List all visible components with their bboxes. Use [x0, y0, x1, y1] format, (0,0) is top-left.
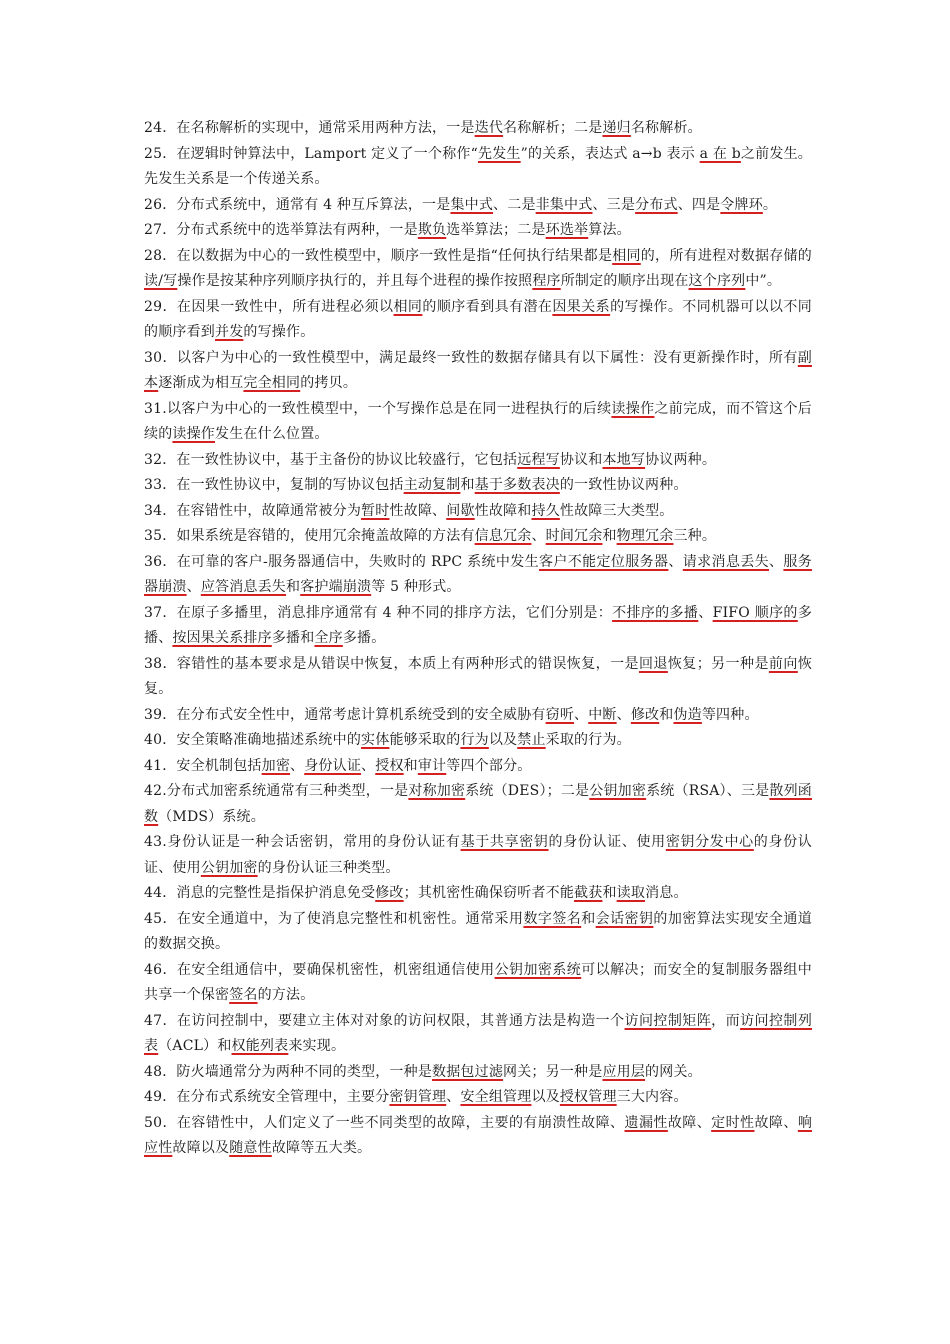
- answer-blank: 身份认证: [304, 757, 362, 774]
- question-text: 分布式系统中的选举算法有两种，一是: [176, 222, 418, 238]
- answer-blank: 公钥加密系统: [494, 961, 582, 978]
- answer-blank: 令牌环: [720, 196, 763, 213]
- question-text: 等四种。: [701, 706, 759, 723]
- question-text: 之前发生。先发生关系是一个传递关系。: [144, 145, 812, 187]
- question-text: 、: [186, 579, 201, 595]
- answer-blank: 不排序的多播: [612, 604, 699, 621]
- question-text: 和: [581, 910, 596, 927]
- question-number: 39．: [144, 706, 177, 723]
- question-text: 的加密算法实现安全通道的数据交换。: [144, 910, 813, 952]
- question-number: 37．: [144, 604, 177, 621]
- question-text: 防火墙通常分为两种不同的类型，一种是: [176, 1063, 433, 1080]
- answer-blank: 完全相同: [243, 375, 301, 391]
- answer-blank: 分布式: [635, 196, 678, 213]
- question-number: 34．: [144, 502, 177, 519]
- question-number: 49．: [144, 1089, 177, 1105]
- question-text: 的，所有进程对数据存储的: [640, 247, 812, 264]
- answer-blank: 欺负: [417, 222, 447, 238]
- question-text: 以客户为中心的一致性模型中，一个写操作总是在同一进程执行的后续: [166, 400, 612, 417]
- question-item: [144, 397, 812, 448]
- answer-blank: 全序: [314, 630, 343, 646]
- question-text: 算法。: [588, 222, 631, 238]
- answer-blank: 密钥分发中心: [665, 834, 754, 850]
- question-text: 多播。: [342, 630, 386, 646]
- answer-blank: 加密: [261, 757, 291, 774]
- question-number: 31.: [144, 400, 167, 417]
- answer-blank: 伪造: [673, 706, 702, 723]
- question-number: 35．: [144, 528, 177, 544]
- question-text: 在安全组通信中，要确保机密性，机密组通信使用: [176, 961, 495, 978]
- question-item: [144, 193, 812, 219]
- question-item: [144, 728, 812, 754]
- question-text: 和: [286, 579, 301, 595]
- answer-blank: 非集中式: [535, 196, 593, 213]
- question-number: 44．: [144, 885, 177, 901]
- question-text: 在名称解析的实现中，通常采用两种方法，一是: [176, 120, 475, 136]
- answer-blank: 远程写: [517, 451, 560, 468]
- question-text: 采取的行为。: [545, 732, 631, 748]
- question-text: 的写操作。: [243, 324, 315, 340]
- answer-blank: 响应性: [144, 1114, 813, 1156]
- question-text: 系统（RSA）、三是: [646, 783, 770, 799]
- question-text: 在以数据为中心的一致性模型中，顺序一致性是指“任何执行结果都是: [176, 247, 613, 264]
- question-text: 容错性的基本要求是从错误中恢复，本质上有两种形式的错误恢复，一是: [176, 655, 639, 672]
- question-number: 24．: [144, 120, 177, 136]
- question-text: 等 5 种形式。: [371, 579, 461, 595]
- question-text: ”的关系，表达式 a→b 表示: [520, 145, 700, 162]
- question-text: 三大内容。: [616, 1089, 688, 1105]
- question-item: [144, 1111, 812, 1162]
- answer-blank: 客户不能定位服务器: [539, 553, 669, 570]
- answer-blank: 公钥加密: [589, 783, 647, 799]
- answer-blank: 时间冗余: [545, 528, 603, 544]
- question-number: 25．: [144, 145, 177, 162]
- answer-blank: 授权管理: [559, 1089, 617, 1105]
- question-text: 故障等五大类。: [271, 1140, 372, 1156]
- question-number: 30．: [144, 349, 177, 366]
- answer-blank: 相同: [612, 247, 641, 264]
- question-text: 的一致性协议两种。: [559, 477, 688, 493]
- question-text: 多播、: [144, 604, 813, 646]
- question-text: 故障、: [754, 1114, 798, 1131]
- question-text: 的身份认证三种类型。: [257, 859, 400, 876]
- question-item: [144, 499, 812, 525]
- answer-blank: 读取: [616, 885, 646, 901]
- answer-blank: 基于多数表决: [474, 477, 560, 493]
- answer-blank: 程序: [532, 273, 561, 289]
- question-text: 在可靠的客户-服务器通信中，失败时的 RPC 系统中发生: [176, 553, 540, 570]
- answer-blank: 行为: [460, 732, 489, 748]
- answer-blank: 迭代: [474, 120, 504, 136]
- question-number: 26．: [144, 196, 177, 213]
- question-number: 50．: [144, 1114, 177, 1131]
- answer-blank: FIFO 顺序的: [712, 604, 798, 621]
- question-text: 网关；另一种是: [503, 1063, 603, 1080]
- question-text: 的身份认证、使用: [144, 834, 812, 876]
- answer-blank: 这个序列: [688, 273, 746, 289]
- answer-blank: 前向: [768, 655, 798, 672]
- question-text: 在因果一致性中，所有进程必须以: [176, 298, 394, 315]
- question-text: 和: [460, 477, 475, 493]
- answer-blank: 读操作: [172, 426, 216, 442]
- question-text: 安全机制包括: [176, 757, 262, 774]
- question-text: 、: [616, 706, 631, 723]
- answer-blank: 主动复制: [403, 477, 461, 493]
- answer-blank: 中断: [588, 706, 617, 723]
- question-text: 在分布式安全性中，通常考虑计算机系统受到的安全威胁有: [176, 706, 546, 723]
- answer-blank: 间歇: [446, 502, 475, 519]
- question-text: 三种。: [673, 528, 717, 544]
- answer-blank: 应答消息丢失: [200, 579, 287, 595]
- question-text: 和: [602, 528, 617, 544]
- answer-blank: 暂时: [361, 502, 390, 519]
- question-text: 选举算法；二是: [446, 222, 546, 238]
- answer-blank: 定时性: [711, 1114, 755, 1131]
- answer-blank: 访问控制列表: [144, 1012, 813, 1054]
- question-text: 在安全通道中，为了使消息完整性和机密性。通常采用: [176, 910, 524, 927]
- question-text: 、: [668, 553, 683, 570]
- question-text: 名称解析；二是: [503, 120, 603, 136]
- question-list: [144, 116, 812, 1162]
- answer-blank: 按因果关系排序: [172, 630, 272, 646]
- answer-blank: 物理冗余: [616, 528, 674, 544]
- answer-blank: 本地写: [602, 451, 646, 468]
- answer-blank: 应用层: [602, 1063, 646, 1080]
- question-text: 在逻辑时钟算法中，Lamport 定义了一个称作“: [176, 145, 478, 162]
- question-text: 性故障、: [389, 502, 447, 519]
- question-number: 42.: [144, 783, 167, 799]
- question-text: （MDS）系统。: [158, 808, 265, 825]
- answer-blank: 散列函数: [144, 783, 812, 825]
- answer-blank: 回退: [638, 655, 668, 672]
- question-text: 以及: [488, 732, 518, 748]
- question-text: 安全策略准确地描述系统中的: [176, 732, 362, 748]
- question-text: 、三是: [592, 196, 636, 213]
- question-item: [144, 1085, 812, 1111]
- question-text: 恢复；另一种是: [667, 655, 769, 672]
- question-text: 、: [446, 1089, 461, 1105]
- question-item: [144, 116, 812, 142]
- question-text: 性故障三大类型。: [559, 502, 674, 519]
- question-number: 27．: [144, 222, 177, 238]
- question-text: 、二是: [493, 196, 536, 213]
- question-number: 48．: [144, 1063, 177, 1080]
- question-text: 和: [602, 885, 617, 901]
- question-text: 故障以及: [172, 1140, 230, 1156]
- question-text: 分布式加密系统通常有三种类型，一是: [166, 783, 409, 799]
- question-item: [144, 830, 812, 881]
- answer-blank: 随意性: [229, 1140, 272, 1156]
- answer-blank: 修改: [375, 885, 404, 901]
- question-text: 来实现。: [288, 1038, 346, 1054]
- answer-blank: 修改: [630, 706, 660, 723]
- question-text: 分布式系统中，通常有 4 种互斥算法，一是: [176, 196, 451, 213]
- answer-blank: 因果关系: [552, 298, 611, 315]
- answer-blank: 会话密钥: [595, 910, 654, 927]
- answer-blank: 请求消息丢失: [682, 553, 770, 570]
- question-item: [144, 652, 812, 703]
- question-text: 在访问控制中，要建立主体对对象的访问权限，其普通方法是构造一个: [176, 1012, 625, 1029]
- question-text: 恢复。: [144, 655, 813, 697]
- answer-blank: 集中式: [450, 196, 494, 213]
- answer-blank: 读/写: [144, 273, 178, 289]
- question-text: 以及: [531, 1089, 560, 1105]
- question-text: 协议两种。: [645, 451, 717, 468]
- question-number: 29．: [144, 298, 177, 315]
- question-number: 33．: [144, 477, 177, 493]
- answer-blank: 密钥管理: [389, 1089, 447, 1105]
- answer-blank: a 在 b: [699, 145, 741, 162]
- question-text: 、: [698, 604, 713, 621]
- question-text: 的顺序看到具有潜在: [422, 298, 553, 315]
- answer-blank: 环选举: [545, 222, 589, 238]
- question-text: 和: [659, 706, 674, 723]
- question-number: 40．: [144, 732, 177, 748]
- question-number: 43.: [144, 834, 167, 850]
- question-text: 在容错性中，故障通常被分为: [176, 502, 362, 519]
- answer-blank: 持久: [531, 502, 560, 519]
- question-item: [144, 448, 812, 474]
- question-text: 、四是: [677, 196, 721, 213]
- question-text: 故障、: [667, 1114, 712, 1131]
- answer-blank: 数字签名: [523, 910, 582, 927]
- question-number: 46．: [144, 961, 177, 978]
- answer-blank: 截获: [574, 885, 603, 901]
- question-text: （ACL）和: [158, 1038, 232, 1054]
- answer-blank: 客护端崩溃: [300, 579, 372, 595]
- answer-blank: 服务器崩溃: [144, 553, 812, 595]
- question-text: 的身份认证、使用: [548, 834, 666, 850]
- question-text: 、: [574, 706, 589, 723]
- question-item: [144, 346, 812, 397]
- question-item: [144, 754, 812, 780]
- question-item: [144, 601, 812, 652]
- answer-blank: 基于共享密钥: [460, 834, 549, 850]
- question-text: 发生在什么位置。: [215, 426, 329, 442]
- question-item: [144, 907, 812, 958]
- answer-blank: 并发: [215, 324, 244, 340]
- answer-blank: 访问控制矩阵: [624, 1012, 712, 1029]
- answer-blank: 审计: [417, 757, 447, 774]
- answer-blank: 信息冗余: [474, 528, 532, 544]
- question-number: 38．: [144, 655, 177, 672]
- question-text: 、: [531, 528, 546, 544]
- question-text: 的网关。: [645, 1063, 702, 1080]
- answer-blank: 禁止: [517, 732, 546, 748]
- question-number: 47．: [144, 1012, 177, 1029]
- question-text: 在一致性协议中，复制的写协议包括: [176, 477, 404, 493]
- answer-blank: 递归: [602, 120, 631, 136]
- answer-blank: 相同: [393, 298, 423, 315]
- question-text: 在一致性协议中，基于主备份的协议比较盛行，它包括: [176, 451, 518, 468]
- question-number: 28．: [144, 247, 177, 264]
- answer-blank: 实体: [361, 732, 390, 748]
- question-text: 和: [403, 757, 418, 774]
- question-text: 在容错性中，人们定义了一些不同类型的故障，主要的有崩溃性故障、: [176, 1114, 625, 1131]
- answer-blank: 公钥加密: [200, 859, 258, 876]
- answer-blank: 窃听: [545, 706, 575, 723]
- question-text: 在原子多播里，消息排序通常有 4 种不同的排序方法，它们分别是：: [176, 604, 613, 621]
- question-text: 消息。: [645, 885, 688, 901]
- answer-blank: 签名: [229, 987, 258, 1003]
- answer-blank: 授权: [375, 757, 404, 774]
- question-text: 系统（DES）；二是: [465, 783, 590, 799]
- question-text: 的方法。: [257, 987, 315, 1003]
- question-item: [144, 295, 812, 346]
- question-text: 、: [290, 757, 305, 774]
- question-item: [144, 703, 812, 729]
- question-text: 以客户为中心的一致性模型中，满足最终一致性的数据存储具有以下属性：没有更新操作时，所有: [176, 349, 798, 366]
- question-text: 中”。: [745, 273, 782, 289]
- question-text: 。: [762, 196, 778, 213]
- question-text: 可以解决；而安全的复制服务器组中共享一个保密: [144, 961, 813, 1003]
- question-text: 消息的完整性是指保护消息免受: [176, 885, 376, 901]
- answer-blank: 安全组管理: [460, 1089, 532, 1105]
- answer-blank: 权能列表: [231, 1038, 289, 1054]
- question-text: 等四个部分。: [446, 757, 532, 774]
- question-item: [144, 1009, 812, 1060]
- question-text: 所制定的顺序出现在: [560, 273, 689, 289]
- question-text: 能够采取的: [389, 732, 461, 748]
- question-text: ；其机密性确保窃听者不能: [403, 885, 575, 901]
- question-item: [144, 524, 812, 550]
- answer-blank: 先发生: [477, 145, 521, 162]
- question-text: 名称解析。: [630, 120, 702, 136]
- question-text: 的拷贝。: [300, 375, 358, 391]
- question-text: 协议和: [559, 451, 603, 468]
- question-text: 、: [769, 553, 784, 570]
- question-number: 41．: [144, 757, 177, 774]
- question-item: [144, 550, 812, 601]
- question-text: 身份认证是一种会话密钥，常用的身份认证有: [166, 834, 461, 850]
- question-item: [144, 218, 812, 244]
- answer-blank: 对称加密: [408, 783, 466, 799]
- question-item: [144, 779, 812, 830]
- question-item: [144, 473, 812, 499]
- question-item: [144, 244, 812, 295]
- question-item: [144, 142, 812, 193]
- answer-blank: 读操作: [611, 400, 655, 417]
- question-item: [144, 958, 812, 1009]
- question-text: 的写操作。不同机器可以以不同的顺序看到: [144, 298, 812, 340]
- question-item: [144, 1060, 812, 1086]
- question-text: 之前完成，而不管这个后续的: [144, 400, 812, 442]
- question-number: 32．: [144, 451, 177, 468]
- question-item: [144, 881, 812, 907]
- question-number: 36．: [144, 553, 177, 570]
- question-text: 多播和: [271, 630, 315, 646]
- answer-blank: 遗漏性: [624, 1114, 668, 1131]
- question-text: 如果系统是容错的，使用冗余掩盖故障的方法有: [176, 528, 475, 544]
- question-text: 在分布式系统安全管理中，主要分: [176, 1089, 390, 1105]
- question-text: 逐渐成为相互: [158, 375, 244, 391]
- question-text: 操作是按某种序列顺序执行的，并且每个进程的操作按照: [177, 273, 533, 289]
- question-number: 45．: [144, 910, 177, 927]
- question-text: 、: [361, 757, 376, 774]
- question-text: ，而: [711, 1012, 741, 1029]
- answer-blank: 副本: [144, 349, 812, 391]
- answer-blank: 数据包过滤: [432, 1063, 504, 1080]
- question-text: 性故障和: [474, 502, 532, 519]
